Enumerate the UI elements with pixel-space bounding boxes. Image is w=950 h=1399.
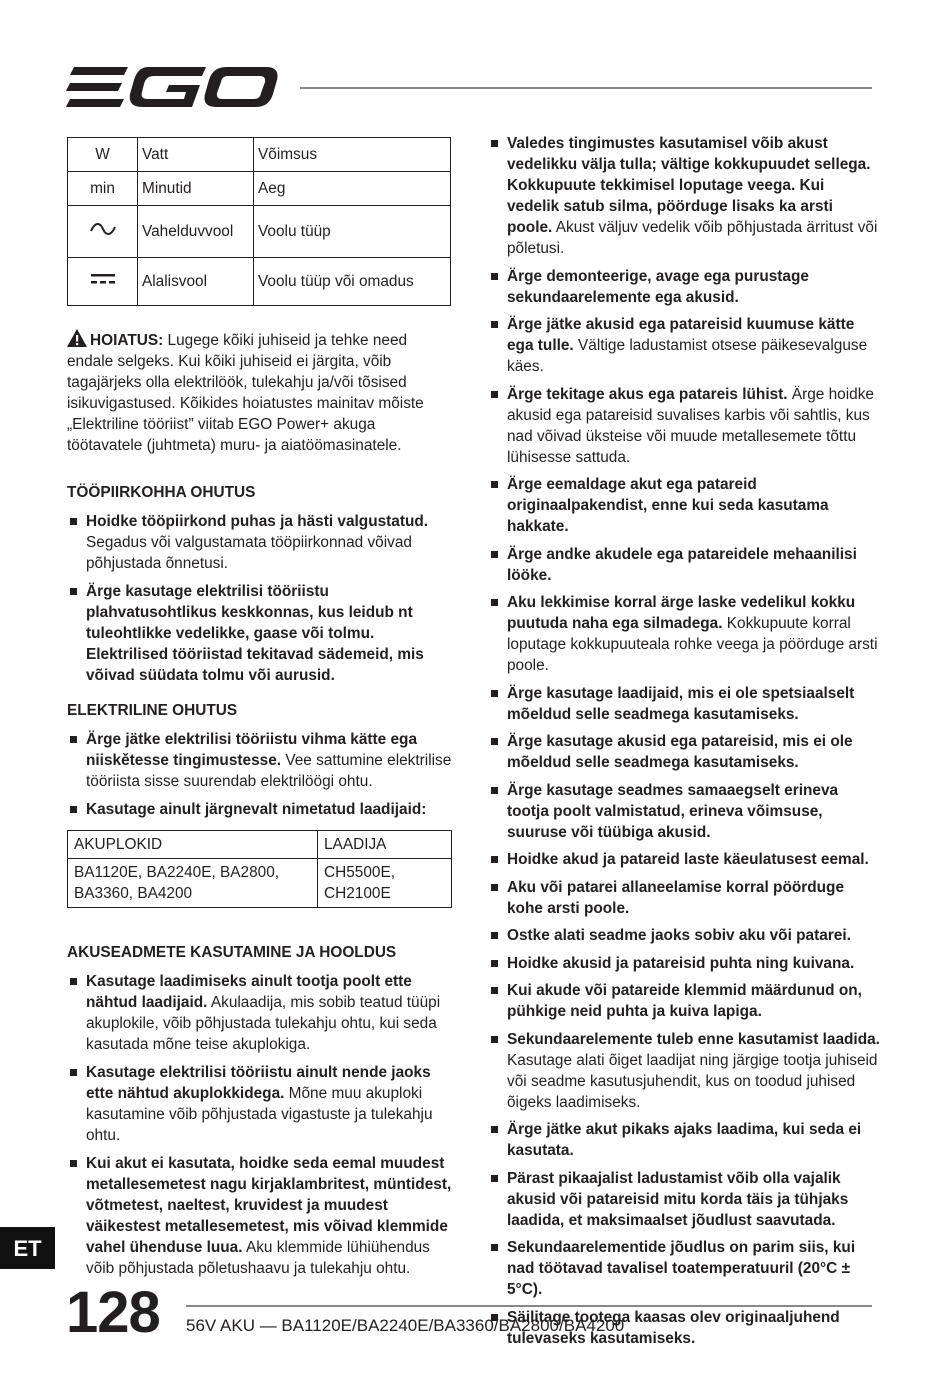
table-row xyxy=(68,138,451,172)
warning-label: HOIATUS: xyxy=(90,332,164,349)
list-item: Ärge kasutage laadijaid, mis ei ole spetsiaalselt mõeldud selle seadmega kasutamiseks. xyxy=(488,683,880,725)
list-item: Säilitage tootega kaasas olev originaaljuhend tulevaseks kasutamiseks. xyxy=(488,1307,880,1349)
name-cell: Alalisvool xyxy=(138,258,254,306)
direct-current-icon xyxy=(90,272,116,286)
work-area-list xyxy=(67,511,452,686)
table-header-row xyxy=(68,831,452,859)
warning-paragraph xyxy=(67,329,452,456)
electrical-list xyxy=(67,729,452,820)
list-item: Hoidke tööpiirkond puhas ja hästi valgustatud. Segadus või valgustamata tööpiirkonnad võivad põhjustada õnnetusi. xyxy=(67,511,452,574)
list-item: Ärge kasutage seadmes samaaegselt erineva tootja poolt valmistatud, erineva võimsuse, suuruse või tüübiga akusid. xyxy=(488,780,880,843)
list-item: Kui akut ei kasutata, hoidke seda eemal muudest metallesemetest nagu kirjaklambritest, müntidest, võtmetest, naeltest, kruvidest ja muudest väikestest metallesemetest, mis võivad klemmide vahel ühenduse luua. Aku klemmide lühiühendus võib põhjustada põletushaavu ja tulekahju ohtu. xyxy=(67,1153,452,1279)
list-item: Ostke alati seadme jaoks sobiv aku või patarei. xyxy=(488,925,880,946)
list-item: Kui akude või patareide klemmid määrdunud on, pühkige neid puhta ja kuiva lapiga. xyxy=(488,980,880,1022)
list-item: Kasutage elektrilisi tööriistu ainult nende jaoks ette nähtud akuplokkidega. Mõne muu akuploki kasutamine võib põhjustada vigastuste ja tulekahju ohtu. xyxy=(67,1062,452,1146)
list-item: Hoidke akud ja patareid laste käeulatusest eemal. xyxy=(488,849,880,870)
table-cell: BA1120E, BA2240E, BA2800, BA3360, BA4200 xyxy=(68,859,318,908)
header-cell: AKUPLOKID xyxy=(68,831,318,859)
symbols-table xyxy=(67,137,451,306)
list-item: Hoidke akusid ja patareisid puhta ning kuivana. xyxy=(488,953,880,974)
left-column xyxy=(67,137,452,1286)
footer-rule xyxy=(186,1305,872,1307)
list-item: Ärge jätke akusid ega patareisid kuumuse kätte ega tulle. Vältige ladustamist otsese päikesevalguse käes. xyxy=(488,314,880,377)
meaning-cell: Voolu tüüp või omadus xyxy=(254,258,451,306)
charger-table xyxy=(67,830,452,908)
footer-model-line: 56V AKU — BA1120E/BA2240E/BA3360/BA2800/BA4200 xyxy=(186,1316,625,1335)
name-cell: Vahelduvvool xyxy=(138,206,254,258)
battery-use-list xyxy=(67,971,452,1279)
table-row xyxy=(68,258,451,306)
section-title-work-area: TÖÖPIIRKOHHA OHUTUS xyxy=(67,484,256,501)
symbol-cell: W xyxy=(68,138,138,172)
list-item: Ärge kasutage elektrilisi tööriistu plahvatusohtlikus keskkonnas, kus leidub nt tuleohtlikke vedelikke, gaase või tolmu. Elektrilised tööriistad tekitavad sädemeid, mis võivad süüdata tolmu või aurusid. xyxy=(67,581,452,686)
warning-text: Lugege kõiki juhiseid ja tehke need endale selgeks. Kui kõiki juhiseid ei järgita, võib tagajärjeks olla elektrilöök, tulekahju ja/või tõsised isikuvigastused. Kõikides hoiatustes mainitav mõiste „Elektriline tööriist” viitab EGO Power+ akuga töötavatele (juhtmeta) muru- ja aiatöömasinatele. xyxy=(67,332,424,454)
list-item: Ärge jätke akut pikaks ajaks laadima, kui seda ei kasutata. xyxy=(488,1119,880,1161)
list-item: Sekundaarelemente tuleb enne kasutamist laadida. Kasutage alati õiget laadijat ning järgige tootja juhiseid või seadme kasutusjuhendit, kus on toodud juhised õigeks laadimiseks. xyxy=(488,1029,880,1113)
name-cell: Vatt xyxy=(138,138,254,172)
list-item: Sekundaarelementide jõudlus on parim siis, kui nad töötavad tavalisel toatemperatuuril (20°C ± 5°C). xyxy=(488,1237,880,1300)
warning-triangle-icon xyxy=(67,329,87,347)
header-cell: LAADIJA xyxy=(318,831,452,859)
meaning-cell: Voolu tüüp xyxy=(254,206,451,258)
alternating-current-icon xyxy=(89,222,117,236)
list-item: Ärge kasutage akusid ega patareisid, mis ei ole mõeldud selle seadmega kasutamiseks. xyxy=(488,731,880,773)
section-title-battery-use: AKUSEADMETE KASUTAMINE JA HOOLDUS xyxy=(67,944,397,961)
table-row xyxy=(68,172,451,206)
list-item: Ärge jätke elektrilisi tööriistu vihma kätte ega niiskětesse tingimustesse. Vee sattumine elektrilise tööriista sisse suurendab elektrilöögi ohtu. xyxy=(67,729,452,792)
list-item: Valedes tingimustes kasutamisel võib akust vedelikku välja tulla; vältige kokkupuudet sellega. Kokkupuute tekkimisel loputage veega. Kui vedelik satub silma, pöörduge lisaks ka arsti poole. Akust väljuv vedelik võib põhjustada ärritust või põletusi. xyxy=(488,133,880,259)
table-cell: CH5500E, CH2100E xyxy=(318,859,452,908)
list-item: Pärast pikaajalist ladustamist võib olla vajalik akusid või patareisid mitu korda täis ja tühjaks laadida, et maksimaalset jõudlust saavutada. xyxy=(488,1168,880,1231)
list-item: Ärge eemaldage akut ega patareid originaalpakendist, enne kui seda kasutama hakkate. xyxy=(488,474,880,537)
list-item: Aku või patarei allaneelamise korral pöörduge kohe arsti poole. xyxy=(488,877,880,919)
symbol-cell: min xyxy=(68,172,138,206)
header-rule xyxy=(300,87,872,89)
language-tab: ET xyxy=(0,1227,55,1269)
table-row xyxy=(68,859,452,908)
meaning-cell: Aeg xyxy=(254,172,451,206)
list-item: Kasutage laadimiseks ainult tootja poolt ette nähtud laadijaid. Akulaadija, mis sobib teatud tüüpi akuplokile, võib põhjustada tulekahju ohtu, kui seda kasutada mõne teise akuplokiga. xyxy=(67,971,452,1055)
name-cell: Minutid xyxy=(138,172,254,206)
list-item: Ärge demonteerige, avage ega purustage sekundaarelemente ega akusid. xyxy=(488,266,880,308)
list-item: Aku lekkimise korral ärge laske vedelikul kokku puutuda naha ega silmadega. Kokkupuute korral loputage kokkupuuteala rohke veega ja pöörduge arsti poole. xyxy=(488,592,880,676)
right-list xyxy=(488,133,880,1349)
list-item: Kasutage ainult järgnevalt nimetatud laadijaid: xyxy=(67,799,452,820)
section-title-electrical: ELEKTRILINE OHUTUS xyxy=(67,702,238,719)
table-row xyxy=(68,206,451,258)
meaning-cell: Võimsus xyxy=(254,138,451,172)
right-column xyxy=(488,133,880,1355)
page-number: 128 xyxy=(66,1280,160,1345)
list-item: Ärge tekitage akus ega patareis lühist. Ärge hoidke akusid ega patareisid suvalises karbis või sahtlis, kus nad võivad üksteise või muude metallesemete tõttu lühisesse sattuda. xyxy=(488,384,880,468)
ego-logo xyxy=(66,64,280,112)
list-item: Ärge andke akudele ega patareidele mehaanilisi lööke. xyxy=(488,544,880,586)
